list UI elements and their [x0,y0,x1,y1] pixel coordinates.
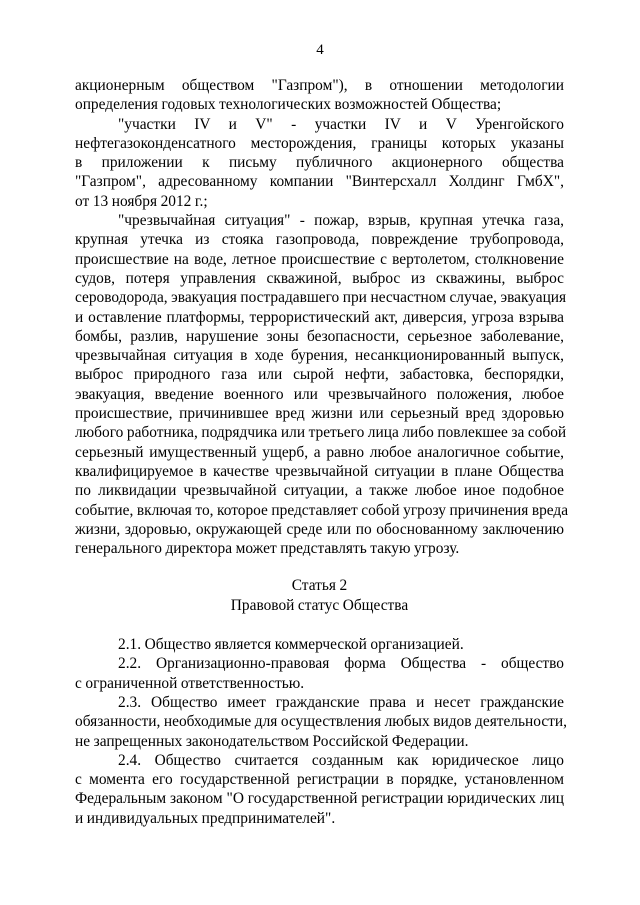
text-line: и оставление платформы, террористический акт, диверсия, угроза взрыва [75,308,564,326]
text-line: жизни, здоровью, окружающей среде или по обоснованному заключению [75,520,564,538]
clause-2-3 [75,693,567,751]
spacer [75,558,564,576]
text-line: генерального директора может представлять такую угрозу. [75,540,460,558]
text-line: по ликвидации чрезвычайной ситуации, а также любое иное подобное [75,482,564,500]
text-line: 2.3. Общество имеет гражданские права и несет гражданские [118,693,564,711]
text-line: 2.2. Организационно-правовая форма Общества - общество [118,655,564,673]
text-line: бомбы, разлив, нарушение зоны безопасности, серьезное заболевание, [75,327,564,345]
text-line: с момента его государственной регистрации в порядке, установленном [75,771,564,789]
text-line: 2.1. Общество является коммерческой организацией. [118,636,464,654]
clause-2-1 [75,635,564,654]
text-line: эвакуация, введение военного или чрезвычайного положения, любое [75,385,564,403]
text-line: серьезный имущественный ущерб, а равно любое аналогичное событие, [75,443,564,461]
text-line: с ограниченной ответственностью. [75,674,305,692]
text-line: "чрезвычайная ситуация" - пожар, взрыв, крупная утечка газа, [118,212,564,230]
text-line: "участки IV и V" - участки IV и V Уренгойского [118,115,564,133]
clause-2-4 [75,751,564,828]
article-number: Статья 2 [291,577,348,595]
text-line: сероводорода, эвакуация пострадавшего при несчастном случае, эвакуация [75,289,567,307]
page-number: 4 [316,42,324,58]
text-line: акционерным обществом "Газпром"), в отношении методологии [75,77,564,94]
text-line: 2.4. Общество считается созданным как юридическое лицо [118,751,564,769]
article-heading [75,576,564,615]
text-line: крупная утечка из стояка газопровода, повреждение трубопровода, [75,231,564,249]
text-line: и индивидуальных предпринимателей". [75,809,336,827]
text-line: обязанности, необходимые для осуществления любых видов деятельности, [75,713,567,731]
spacer [75,615,564,635]
text-line: нефтегазоконденсатного месторождения, границы которых указаны [75,134,564,152]
paragraph-definition-emergency [75,211,569,558]
text-line: определения годовых технологических возможностей Общества; [75,96,502,114]
clause-2-2 [75,654,564,693]
text-line: не запрещенных законодательством Российской Федерации. [75,732,469,750]
article-title: Правовой статус Общества [230,596,409,614]
paragraph-methodology-continuation [75,76,564,115]
text-line: чрезвычайная ситуация в ходе бурения, несанкционированный выпуск, [75,347,564,365]
text-line: любого работника, подрядчика или третьего лица либо повлекшее за собой [75,424,567,442]
document-body [75,76,569,828]
text-line: событие, включая то, которое представляет собой угрозу причинения вреда [75,501,569,519]
text-line: квалифицируемое в качестве чрезвычайной ситуации в плане Общества [75,462,564,480]
paragraph-definition-plots [75,115,564,211]
text-line: Федеральным законом "О государственной регистрации юридических лиц [75,790,564,808]
text-line: от 13 ноября 2012 г.; [75,192,208,210]
text-line: происшествие, причинившее вред жизни или серьезный вред здоровью [75,405,564,423]
text-line: происшествие на воде, летное происшествие с вертолетом, столкновение [75,250,564,268]
text-line: "Газпром", адресованному компании "Винтерсхалл Холдинг ГмбХ", [75,173,564,191]
text-line: в приложении к письму публичного акционерного общества [75,154,564,172]
text-line: выброс природного газа или сырой нефти, забастовка, беспорядки, [75,366,564,384]
text-line: судов, потеря управления скважиной, выброс из скважины, выброс [75,269,564,287]
